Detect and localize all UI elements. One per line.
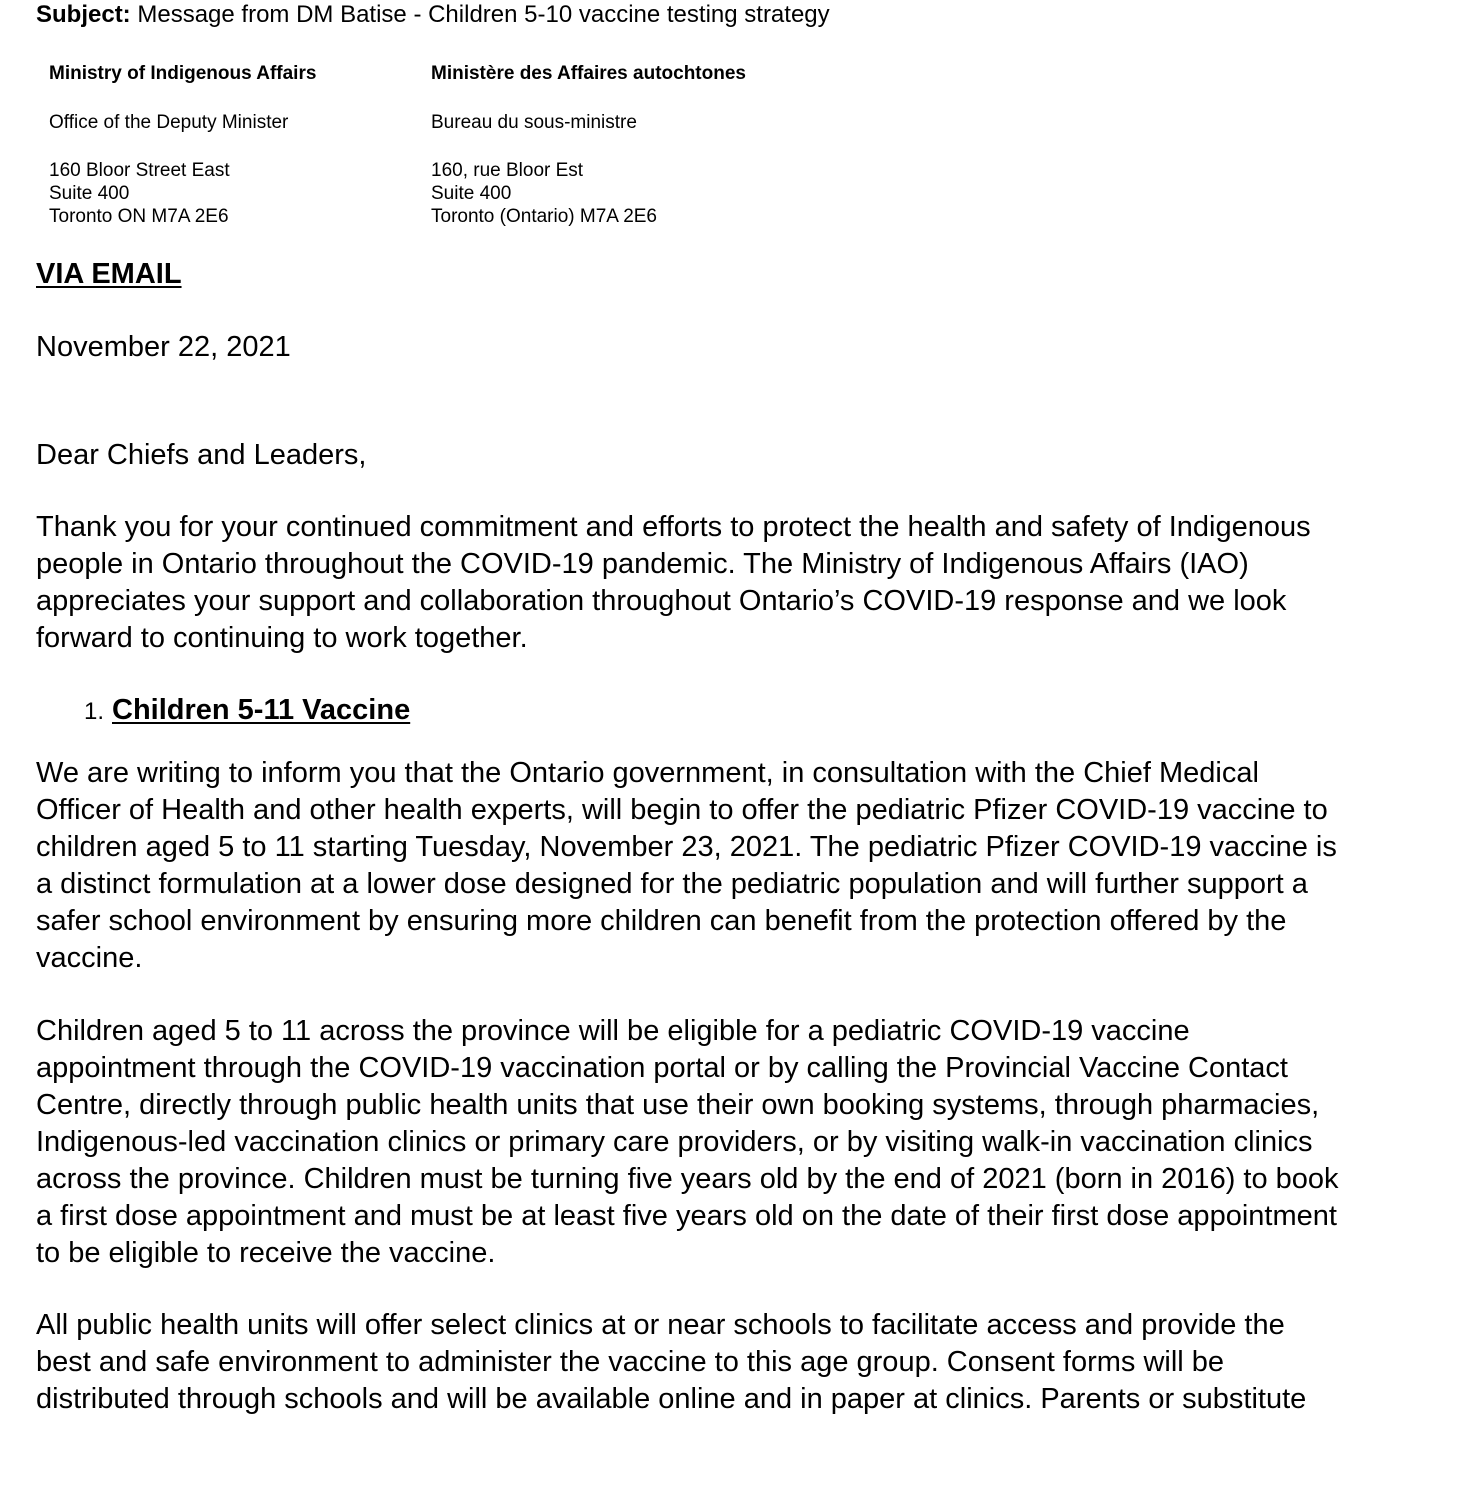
paragraph-line: distributed through schools and will be available online and in paper at clinics. Parents or substitute xyxy=(36,1383,1307,1415)
paragraph-line: a distinct formulation at a lower dose designed for the pediatric population and will further support a xyxy=(36,868,1308,900)
paragraph-line: Thank you for your continued commitment and efforts to protect the health and safety of Indigenous xyxy=(36,511,1311,543)
address-line: Suite 400 xyxy=(49,183,130,204)
salutation: Dear Chiefs and Leaders, xyxy=(36,439,367,471)
paragraph-line: All public health units will offer select clinics at or near schools to facilitate access and provide the xyxy=(36,1309,1285,1341)
paragraph-line: a first dose appointment and must be at least five years old on the date of their first dose appointment xyxy=(36,1200,1337,1232)
paragraph-line: forward to continuing to work together. xyxy=(36,622,528,654)
letterhead-english xyxy=(49,62,316,228)
paragraph-line: safer school environment by ensuring more children can benefit from the protection offered by the xyxy=(36,905,1287,937)
paragraph-line: best and safe environment to administer the vaccine to this age group. Consent forms will be xyxy=(36,1346,1225,1378)
paragraph-line: vaccine. xyxy=(36,942,143,974)
paragraph-line: Indigenous-led vaccination clinics or primary care providers, or by visiting walk-in vaccination clinics xyxy=(36,1126,1313,1158)
letterhead-french xyxy=(431,62,746,228)
office-name-french: Bureau du sous-ministre xyxy=(431,112,637,133)
paragraph-line: Centre, directly through public health units that use their own booking systems, through pharmacies, xyxy=(36,1089,1320,1121)
paragraph-vaccine xyxy=(36,755,1436,977)
paragraph-line: people in Ontario throughout the COVID-19 pandemic. The Ministry of Indigenous Affairs (IAO) xyxy=(36,548,1249,580)
ministry-name-english: Ministry of Indigenous Affairs xyxy=(49,63,317,84)
paragraph-line: to be eligible to receive the vaccine. xyxy=(36,1237,496,1269)
section-heading-children-vaccine xyxy=(84,692,410,730)
address-line: Suite 400 xyxy=(431,183,512,204)
paragraph-line: children aged 5 to 11 starting Tuesday, November 23, 2021. The pediatric Pfizer COVID-19 vaccine is xyxy=(36,831,1337,863)
letter-date: November 22, 2021 xyxy=(36,331,291,363)
ministry-name-french: Ministère des Affaires autochtones xyxy=(431,63,746,84)
subject-text: Message from DM Batise - Children 5-10 vaccine testing strategy xyxy=(130,1,830,28)
address-line: Toronto (Ontario) M7A 2E6 xyxy=(431,206,657,227)
address-english xyxy=(49,159,316,228)
section-number: 1. xyxy=(84,698,105,725)
paragraph-clinics xyxy=(36,1307,1436,1418)
paragraph-intro xyxy=(36,509,1436,657)
paragraph-line: Children aged 5 to 11 across the province will be eligible for a pediatric COVID-19 vaccine xyxy=(36,1015,1190,1047)
section-title: Children 5-11 Vaccine xyxy=(112,694,411,726)
email-subject xyxy=(36,0,830,30)
address-line: 160, rue Bloor Est xyxy=(431,160,584,181)
paragraph-eligibility xyxy=(36,1013,1436,1272)
via-email-heading: VIA EMAIL xyxy=(36,258,182,290)
paragraph-line: Officer of Health and other health experts, will begin to offer the pediatric Pfizer COVID-19 vaccine to xyxy=(36,794,1328,826)
office-name-english: Office of the Deputy Minister xyxy=(49,112,289,133)
paragraph-line: appointment through the COVID-19 vaccination portal or by calling the Provincial Vaccine Contact xyxy=(36,1052,1288,1084)
address-line: 160 Bloor Street East xyxy=(49,160,230,181)
paragraph-line: appreciates your support and collaboration throughout Ontario’s COVID-19 response and we look xyxy=(36,585,1287,617)
paragraph-line: across the province. Children must be turning five years old by the end of 2021 (born in 2016) to book xyxy=(36,1163,1339,1195)
subject-label: Subject: xyxy=(36,1,131,28)
address-line: Toronto ON M7A 2E6 xyxy=(49,206,229,227)
paragraph-line: We are writing to inform you that the Ontario government, in consultation with the Chief Medical xyxy=(36,757,1259,789)
address-french xyxy=(431,159,746,228)
